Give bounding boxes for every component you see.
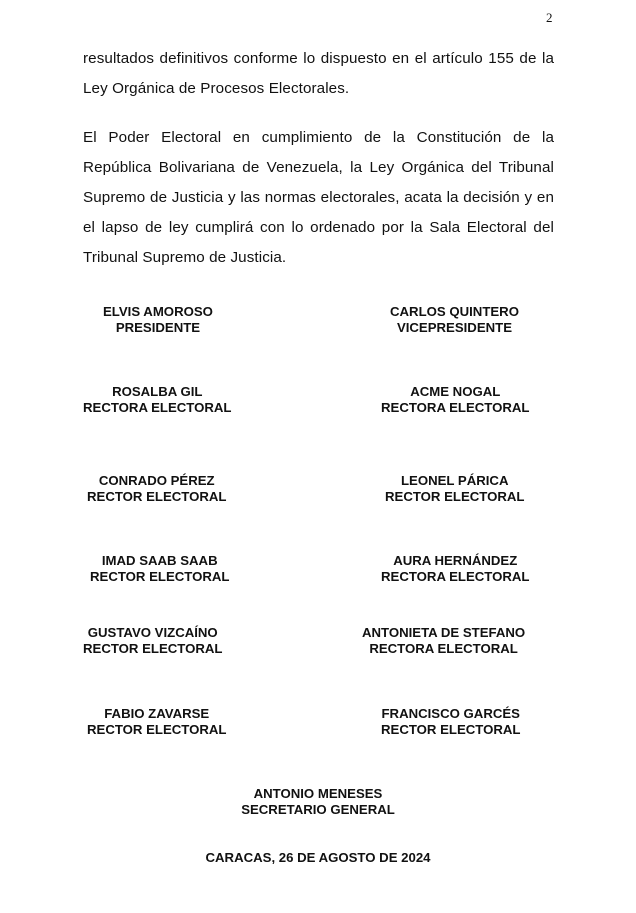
signatory-title: RECTORA ELECTORAL <box>369 641 518 656</box>
signature-block <box>381 553 530 585</box>
signatory-title: RECTORA ELECTORAL <box>83 400 232 415</box>
signatory-name: FABIO ZAVARSE <box>104 706 210 721</box>
signatory-title: RECTORA ELECTORAL <box>381 569 530 584</box>
signatory-title: RECTOR ELECTORAL <box>90 569 230 584</box>
signature-block <box>381 706 520 738</box>
signature-block <box>103 304 213 336</box>
paragraph-electoral-power: El Poder Electoral en cumplimiento de la Constitución de la República Bolivariana de Venezuela, la Ley Orgánica del Tribunal Supremo de Justicia y las normas electorales, acata la decisión y en el lapso de ley cumplirá con lo ordenado por la Sala Electoral del Tribunal Supremo de Justicia. <box>83 129 554 266</box>
signatory-title: RECTOR ELECTORAL <box>381 722 521 737</box>
signatory-title: VICEPRESIDENTE <box>396 320 512 335</box>
signatory-title: SECRETARIO GENERAL <box>241 802 395 817</box>
signatory-title: RECTOR ELECTORAL <box>83 641 223 656</box>
signatory-title: RECTOR ELECTORAL <box>87 722 227 737</box>
signatory-name: ANTONIETA DE STEFANO <box>362 625 526 640</box>
signatory-name: ROSALBA GIL <box>112 384 203 399</box>
signatory-name: AURA HERNÁNDEZ <box>393 553 518 568</box>
signature-block <box>83 625 222 657</box>
signatory-title: RECTOR ELECTORAL <box>385 489 525 504</box>
signatory-name: CARLOS QUINTERO <box>390 304 519 319</box>
signature-block <box>90 553 229 585</box>
place-date: CARACAS, 26 DE AGOSTO DE 2024 <box>205 850 431 865</box>
signature-block <box>87 706 226 738</box>
signatory-name: ANTONIO MENESES <box>253 786 383 801</box>
signatory-title: RECTOR ELECTORAL <box>87 489 227 504</box>
signature-block-secretary <box>0 786 636 818</box>
signature-block <box>385 473 524 505</box>
signature-block <box>87 473 226 505</box>
signature-block <box>362 625 525 657</box>
signatory-name: GUSTAVO VIZCAÍNO <box>87 625 218 640</box>
signatory-name: ELVIS AMOROSO <box>103 304 213 319</box>
signatory-name: ACME NOGAL <box>410 384 501 399</box>
signature-block <box>390 304 519 336</box>
signatory-name: FRANCISCO GARCÉS <box>381 706 520 721</box>
signature-block <box>83 384 232 416</box>
paragraph-results: resultados definitivos conforme lo dispuesto en el artículo 155 de la Ley Orgánica de Procesos Electorales. <box>83 50 554 97</box>
signatory-name: LEONEL PÁRICA <box>401 473 509 488</box>
page-number: 2 <box>546 10 553 25</box>
signatory-name: IMAD SAAB SAAB <box>101 553 218 568</box>
signatory-title: PRESIDENTE <box>115 320 201 335</box>
signatory-title: RECTORA ELECTORAL <box>381 400 530 415</box>
signatory-name: CONRADO PÉREZ <box>98 473 215 488</box>
signature-block <box>381 384 530 416</box>
